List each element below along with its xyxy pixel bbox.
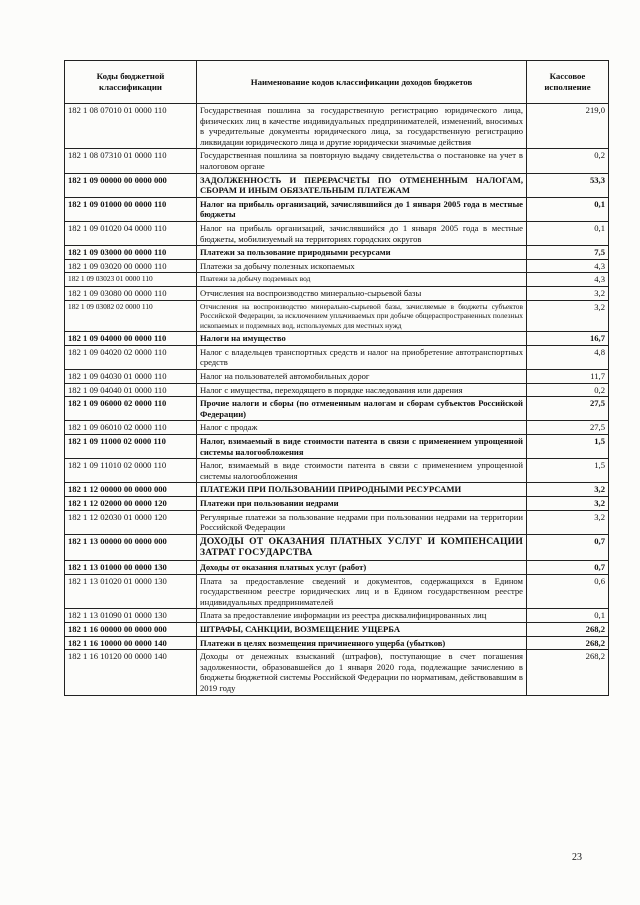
cell-sum: 0,2 bbox=[527, 149, 609, 173]
cell-name: ШТРАФЫ, САНКЦИИ, ВОЗМЕЩЕНИЕ УЩЕРБА bbox=[197, 622, 527, 636]
cell-sum: 1,5 bbox=[527, 459, 609, 483]
table-row bbox=[65, 622, 609, 636]
cell-code: 182 1 09 04040 01 0000 110 bbox=[65, 383, 197, 397]
cell-sum: 53,3 bbox=[527, 173, 609, 197]
cell-sum: 268,2 bbox=[527, 636, 609, 650]
table-header-row bbox=[65, 61, 609, 104]
cell-name: Платежи за пользование природными ресурсами bbox=[197, 246, 527, 260]
cell-name: ДОХОДЫ ОТ ОКАЗАНИЯ ПЛАТНЫХ УСЛУГ И КОМПЕНСАЦИИ ЗАТРАТ ГОСУДАРСТВА bbox=[197, 534, 527, 560]
cell-name: Доходы от оказания платных услуг (работ) bbox=[197, 560, 527, 574]
cell-name: Государственная пошлина за государственную регистрацию юридического лица, физических лиц в качестве индивидуальных предпринимателей, изменений, вносимых в учредительные документы юридического лица, за государственную регистрацию ликвидации юридического лица и другие юридически значимые действия bbox=[197, 104, 527, 149]
cell-sum: 1,5 bbox=[527, 435, 609, 459]
table-row bbox=[65, 397, 609, 421]
cell-sum: 3,2 bbox=[527, 286, 609, 300]
table-row bbox=[65, 650, 609, 695]
cell-name: Плата за предоставление информации из реестра дисквалифицированных лиц bbox=[197, 609, 527, 623]
table-row bbox=[65, 173, 609, 197]
cell-name: Налог с владельцев транспортных средств и налог на приобретение автотранспортных средств bbox=[197, 345, 527, 369]
cell-name: Регулярные платежи за пользование недрами при пользовании недрами на территории Российской Федерации bbox=[197, 510, 527, 534]
cell-code: 182 1 16 10120 00 0000 140 bbox=[65, 650, 197, 695]
cell-code: 182 1 09 03080 00 0000 110 bbox=[65, 286, 197, 300]
cell-code: 182 1 09 03023 01 0000 110 bbox=[65, 273, 197, 287]
cell-name: Налог с продаж bbox=[197, 421, 527, 435]
cell-name: Платежи за добычу полезных ископаемых bbox=[197, 259, 527, 273]
table-row bbox=[65, 332, 609, 346]
cell-name: Доходы от денежных взысканий (штрафов), поступающие в счет погашения задолженности, образовавшейся до 1 января 2020 года, подлежащие зачислению в бюджеты бюджетной системы Российской Федерации по нормативам, действовавшим в 2019 году bbox=[197, 650, 527, 695]
cell-code: 182 1 09 03082 02 0000 110 bbox=[65, 300, 197, 332]
cell-code: 182 1 13 01090 01 0000 130 bbox=[65, 609, 197, 623]
cell-code: 182 1 09 11010 02 0000 110 bbox=[65, 459, 197, 483]
cell-name: Налоги на имущество bbox=[197, 332, 527, 346]
table-row bbox=[65, 300, 609, 332]
cell-sum: 0,1 bbox=[527, 197, 609, 221]
cell-name: Налог на прибыль организаций, зачислявшийся до 1 января 2005 года в местные бюджеты bbox=[197, 197, 527, 221]
cell-code: 182 1 16 10000 00 0000 140 bbox=[65, 636, 197, 650]
cell-sum: 268,2 bbox=[527, 650, 609, 695]
cell-sum: 4,3 bbox=[527, 259, 609, 273]
cell-sum: 0,1 bbox=[527, 221, 609, 245]
cell-name: Налог с имущества, переходящего в порядке наследования или дарения bbox=[197, 383, 527, 397]
header-sum: Кассовое исполнение bbox=[527, 61, 609, 104]
table-row bbox=[65, 246, 609, 260]
cell-code: 182 1 12 00000 00 0000 000 bbox=[65, 483, 197, 497]
cell-name: Государственная пошлина за повторную выдачу свидетельства о постановке на учет в налоговом органе bbox=[197, 149, 527, 173]
cell-sum: 4,3 bbox=[527, 273, 609, 287]
cell-sum: 4,8 bbox=[527, 345, 609, 369]
cell-name: Налог, взимаемый в виде стоимости патента в связи с применением упрощенной системы налогообложения bbox=[197, 435, 527, 459]
cell-name: Прочие налоги и сборы (по отмененным налогам и сборам субъектов Российской Федерации) bbox=[197, 397, 527, 421]
cell-name: Налог, взимаемый в виде стоимости патента в связи с применением упрощенной системы налогообложения bbox=[197, 459, 527, 483]
table-row bbox=[65, 435, 609, 459]
header-name: Наименование кодов классификации доходов бюджетов bbox=[197, 61, 527, 104]
cell-code: 182 1 12 02030 01 0000 120 bbox=[65, 510, 197, 534]
cell-sum: 0,1 bbox=[527, 609, 609, 623]
cell-code: 182 1 09 06010 02 0000 110 bbox=[65, 421, 197, 435]
table-row bbox=[65, 221, 609, 245]
cell-code: 182 1 12 02000 00 0000 120 bbox=[65, 497, 197, 511]
cell-name: Платежи в целях возмещения причиненного ущерба (убытков) bbox=[197, 636, 527, 650]
table-row bbox=[65, 636, 609, 650]
cell-sum: 3,2 bbox=[527, 300, 609, 332]
cell-code: 182 1 09 04030 01 0000 110 bbox=[65, 370, 197, 384]
table-row bbox=[65, 574, 609, 609]
cell-sum: 0,6 bbox=[527, 574, 609, 609]
cell-code: 182 1 09 06000 02 0000 110 bbox=[65, 397, 197, 421]
cell-sum: 0,2 bbox=[527, 383, 609, 397]
table-row bbox=[65, 609, 609, 623]
page-number: 23 bbox=[572, 852, 582, 863]
cell-code: 182 1 09 01000 00 0000 110 bbox=[65, 197, 197, 221]
cell-name: Отчисления на воспроизводство минерально-сырьевой базы bbox=[197, 286, 527, 300]
cell-code: 182 1 08 07310 01 0000 110 bbox=[65, 149, 197, 173]
cell-code: 182 1 13 00000 00 0000 000 bbox=[65, 534, 197, 560]
table-row bbox=[65, 286, 609, 300]
cell-sum: 11,7 bbox=[527, 370, 609, 384]
cell-code: 182 1 09 03000 00 0000 110 bbox=[65, 246, 197, 260]
table-row bbox=[65, 104, 609, 149]
table-row bbox=[65, 273, 609, 287]
table-row bbox=[65, 197, 609, 221]
cell-sum: 268,2 bbox=[527, 622, 609, 636]
cell-sum: 27,5 bbox=[527, 421, 609, 435]
cell-code: 182 1 09 04020 02 0000 110 bbox=[65, 345, 197, 369]
cell-name: Отчисления на воспроизводство минерально-сырьевой базы, зачисляемые в бюджеты субъектов Российской Федерации, за исключением уплачиваемых при добыче общераспространенных полезных ископаемых и подземных вод, используемых для местных нужд bbox=[197, 300, 527, 332]
table-row bbox=[65, 510, 609, 534]
cell-name: ЗАДОЛЖЕННОСТЬ И ПЕРЕРАСЧЕТЫ ПО ОТМЕНЕННЫМ НАЛОГАМ, СБОРАМ И ИНЫМ ОБЯЗАТЕЛЬНЫМ ПЛАТЕЖАМ bbox=[197, 173, 527, 197]
cell-code: 182 1 13 01000 00 0000 130 bbox=[65, 560, 197, 574]
cell-name: Налог на пользователей автомобильных дорог bbox=[197, 370, 527, 384]
cell-code: 182 1 09 03020 00 0000 110 bbox=[65, 259, 197, 273]
cell-name: ПЛАТЕЖИ ПРИ ПОЛЬЗОВАНИИ ПРИРОДНЫМИ РЕСУРСАМИ bbox=[197, 483, 527, 497]
cell-sum: 3,2 bbox=[527, 497, 609, 511]
cell-code: 182 1 16 00000 00 0000 000 bbox=[65, 622, 197, 636]
cell-sum: 219,0 bbox=[527, 104, 609, 149]
budget-income-table bbox=[64, 60, 609, 696]
cell-name: Плата за предоставление сведений и документов, содержащихся в Едином государственном реестре юридических лиц и в Едином государственном реестре индивидуальных предпринимателей bbox=[197, 574, 527, 609]
cell-name: Налог на прибыль организаций, зачислявшийся до 1 января 2005 года в местные бюджеты, мобилизуемый на территориях городских округов bbox=[197, 221, 527, 245]
table-row bbox=[65, 421, 609, 435]
cell-sum: 3,2 bbox=[527, 510, 609, 534]
cell-name: Платежи за добычу подземных вод bbox=[197, 273, 527, 287]
table-row bbox=[65, 459, 609, 483]
cell-code: 182 1 13 01020 01 0000 130 bbox=[65, 574, 197, 609]
table-row bbox=[65, 483, 609, 497]
table-row bbox=[65, 345, 609, 369]
table-row bbox=[65, 383, 609, 397]
table-row bbox=[65, 149, 609, 173]
table-row bbox=[65, 534, 609, 560]
cell-name: Платежи при пользовании недрами bbox=[197, 497, 527, 511]
cell-code: 182 1 09 04000 00 0000 110 bbox=[65, 332, 197, 346]
cell-code: 182 1 09 00000 00 0000 000 bbox=[65, 173, 197, 197]
cell-sum: 3,2 bbox=[527, 483, 609, 497]
table-row bbox=[65, 497, 609, 511]
cell-code: 182 1 09 11000 02 0000 110 bbox=[65, 435, 197, 459]
cell-sum: 0,7 bbox=[527, 534, 609, 560]
cell-sum: 16,7 bbox=[527, 332, 609, 346]
cell-code: 182 1 09 01020 04 0000 110 bbox=[65, 221, 197, 245]
header-code: Коды бюджетной классификации bbox=[65, 61, 197, 104]
cell-sum: 0,7 bbox=[527, 560, 609, 574]
table-row bbox=[65, 370, 609, 384]
table-row bbox=[65, 259, 609, 273]
cell-code: 182 1 08 07010 01 0000 110 bbox=[65, 104, 197, 149]
cell-sum: 7,5 bbox=[527, 246, 609, 260]
cell-sum: 27,5 bbox=[527, 397, 609, 421]
table-row bbox=[65, 560, 609, 574]
